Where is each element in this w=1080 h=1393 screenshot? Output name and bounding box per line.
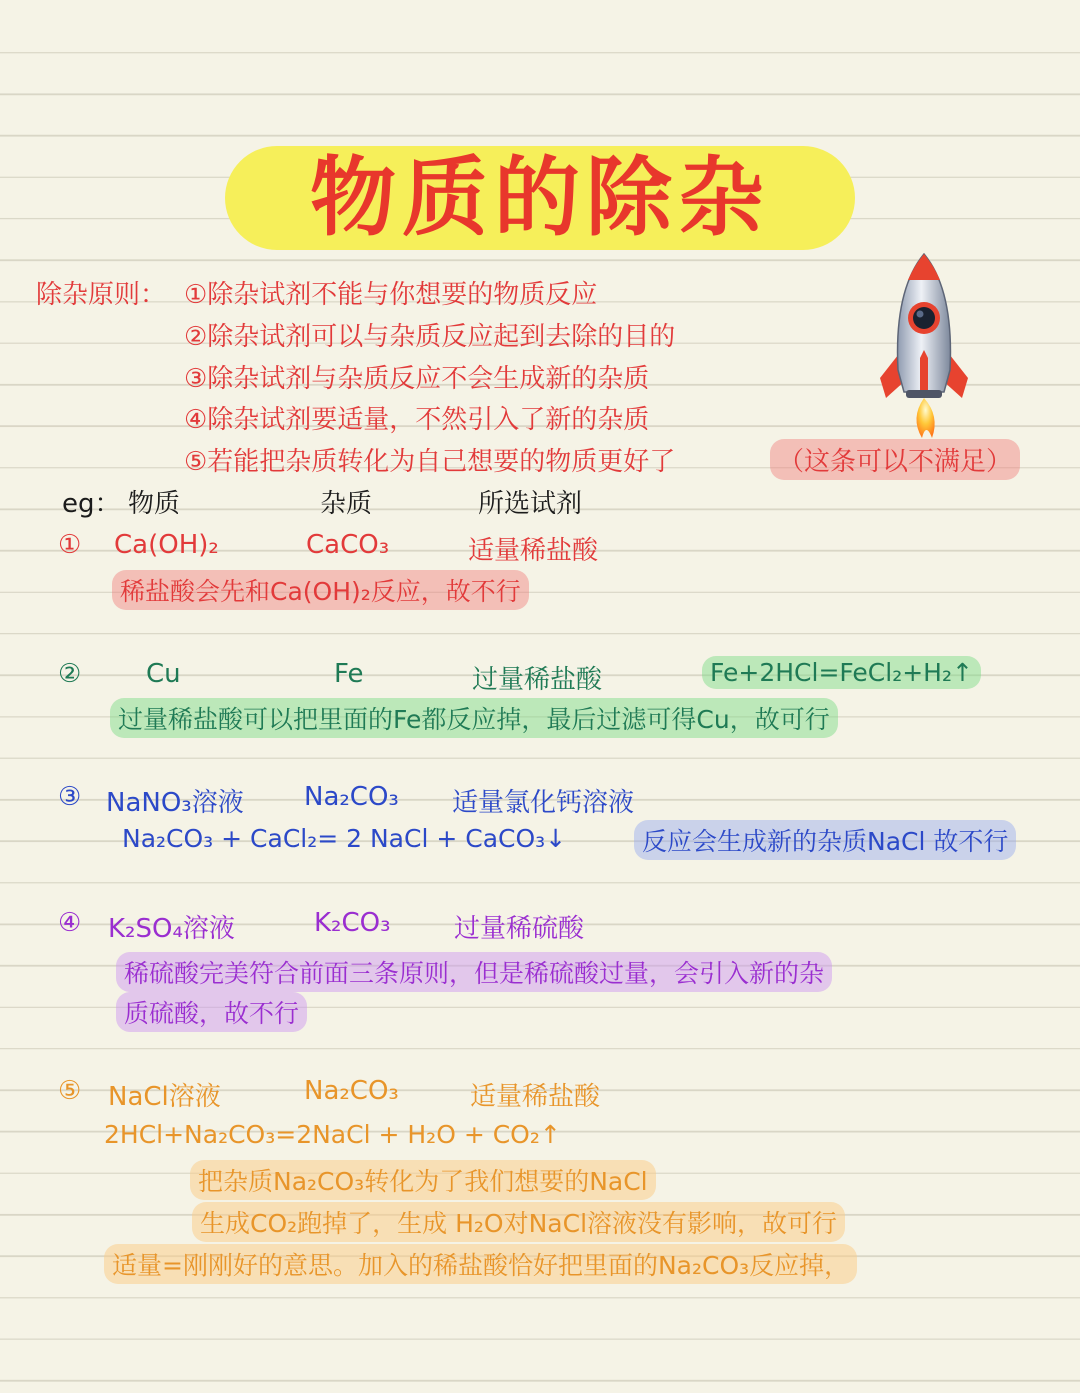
example-2-equation: Fe+2HCl=FeCl₂+H₂↑: [702, 656, 981, 689]
example-5-note-line2: 生成CO₂跑掉了，生成 H₂O对NaCl溶液没有影响，故可行: [192, 1202, 845, 1242]
example-5-note-line3: 适量=刚刚好的意思。加入的稀盐酸恰好把里面的Na₂CO₃反应掉，: [104, 1244, 857, 1284]
example-5-note-line1: 把杂质Na₂CO₃转化为了我们想要的NaCl: [190, 1160, 656, 1200]
example-5-num: ⑤: [58, 1076, 82, 1106]
example-4-reagent: 过量稀硫酸: [454, 914, 585, 944]
rocket-icon: [874, 250, 974, 440]
example-2-num: ②: [58, 659, 82, 689]
eg-label: eg：: [62, 489, 121, 519]
example-4-num: ④: [58, 908, 82, 938]
principle-3: ③除杂试剂与杂质反应不会生成新的杂质: [184, 364, 650, 394]
col-substance: 物质: [128, 489, 181, 519]
example-1-reagent: 适量稀盐酸: [468, 536, 599, 566]
example-3-substance: NaNO₃溶液: [106, 788, 244, 818]
principle-5-note: （这条可以不满足）: [770, 439, 1020, 480]
example-1-num: ①: [58, 530, 82, 560]
example-5-substance: NaCl溶液: [108, 1082, 221, 1112]
example-4-substance: K₂SO₄溶液: [108, 914, 235, 944]
col-impurity: 杂质: [320, 489, 373, 519]
example-3-reagent: 适量氯化钙溶液: [452, 788, 635, 818]
example-2-note: 过量稀盐酸可以把里面的Fe都反应掉，最后过滤可得Cu，故可行: [110, 698, 838, 738]
principle-2: ②除杂试剂可以与杂质反应起到去除的目的: [184, 322, 676, 352]
page-title: 物质的除杂: [310, 147, 770, 248]
example-3-note: 反应会生成新的杂质NaCl 故不行: [634, 820, 1016, 860]
principle-1: ①除杂试剂不能与你想要的物质反应: [184, 280, 598, 310]
example-4-note-line2: 质硫酸，故不行: [116, 992, 307, 1032]
example-1-note: 稀盐酸会先和Ca(OH)₂反应，故不行: [112, 570, 529, 610]
example-5-equation: 2HCl+Na₂CO₃=2NaCl + H₂O + CO₂↑: [104, 1120, 561, 1149]
col-reagent: 所选试剂: [478, 489, 583, 519]
example-5-reagent: 适量稀盐酸: [470, 1082, 601, 1112]
example-1-impurity: CaCO₃: [306, 530, 390, 560]
example-4-note-line1: 稀硫酸完美符合前面三条原则，但是稀硫酸过量，会引入新的杂: [116, 952, 832, 992]
example-2-reagent: 过量稀盐酸: [472, 665, 603, 695]
example-2-impurity: Fe: [334, 659, 364, 689]
example-1-substance: Ca(OH)₂: [114, 530, 219, 560]
example-5-impurity: Na₂CO₃: [304, 1076, 399, 1106]
principle-5: ⑤若能把杂质转化为自己想要的物质更好了: [184, 447, 676, 477]
example-3-equation: Na₂CO₃ + CaCl₂= 2 NaCl + CaCO₃↓: [122, 824, 567, 853]
example-3-num: ③: [58, 782, 82, 812]
example-3-impurity: Na₂CO₃: [304, 782, 399, 812]
example-2-substance: Cu: [146, 659, 181, 689]
principle-4: ④除杂试剂要适量，不然引入了新的杂质: [184, 405, 650, 435]
example-4-impurity: K₂CO₃: [314, 908, 391, 938]
principles-label: 除杂原则：: [36, 280, 167, 310]
